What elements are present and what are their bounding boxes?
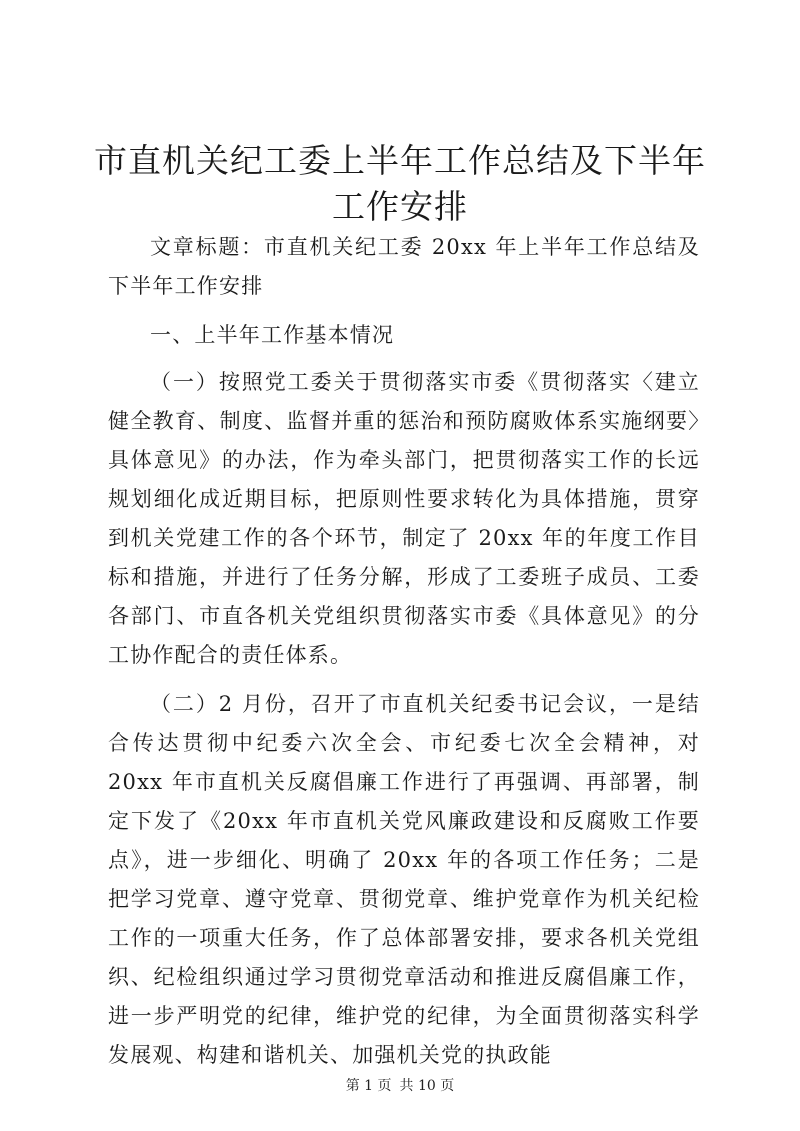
body-paragraph-1: （一）按照党工委关于贯彻落实市委《贯彻落实〈建立健全教育、制度、监督并重的惩治和预防腐败体系实施纲要〉具体意见》的办法，作为牵头部门，把贯彻落实工作的长远规划细化成近期目标，把原则性要求转化为具体措施，贯穿到机关党建工作的各个环节，制定了 20xx 年的年度工作目标和措施，并进行了任务分解，形成了工委班子成员、工委各部门、市直各机关党组织贯彻落实市委《具体意见》的分工协作配合的责任体系。 (108, 370, 700, 667)
article-title-paragraph: 文章标题：市直机关纪工委 20xx 年上半年工作总结及下半年工作安排 (108, 235, 700, 298)
body-paragraph-2: （二）2 月份，召开了市直机关纪委书记会议，一是结合传达贯彻中纪委六次全会、市纪委七次全会精神，对 20xx 年市直机关反腐倡廉工作进行了再强调、再部署，制定下发了《20xx 年市直机关党风廉政建设和反腐败工作要点》，进一步细化、明确了 20xx 年的各项工作任务；二是把学习党章、遵守党章、贯彻党章、维护党章作为机关纪检工作的一项重大任务，作了总体部署安排，要求各机关党组织、纪检组织通过学习贯彻党章活动和推进反腐倡廉工作，进一步严明党的纪律，维护党的纪律，为全面贯彻落实科学发展观、构建和谐机关、加强机关党的执政能 (108, 692, 700, 1067)
section-heading: 一、上半年工作基本情况 (150, 323, 395, 347)
document-title: 市直机关纪工委上半年工作总结及下半年工作安排 (94, 141, 706, 226)
page-footer (0, 1076, 800, 1096)
page-total: 共 10 页 (399, 1078, 455, 1094)
page-number: 第 1 页 (345, 1078, 392, 1094)
document-body (108, 228, 700, 1085)
